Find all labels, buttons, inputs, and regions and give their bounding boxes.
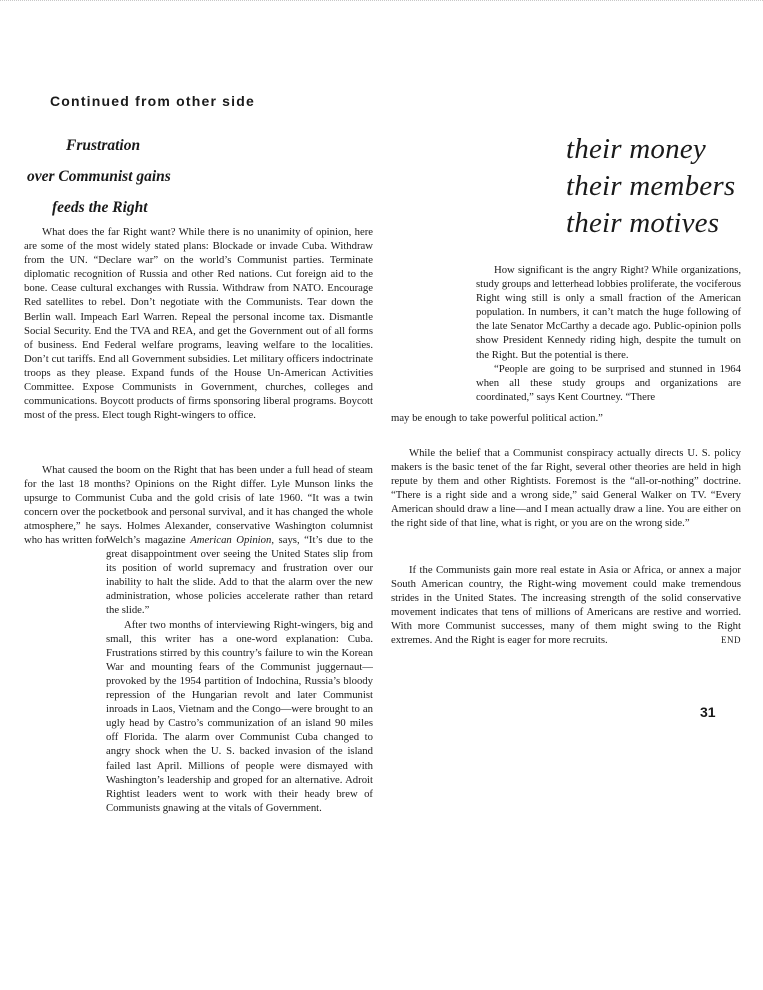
headline-line-2: their members [566,170,736,202]
right-column-significance [476,263,741,404]
body-paragraph: “People are going to be surprised and stunned in 1964 when all these study groups and organizations are coordinated,” says Kent Courtney. “There [476,362,741,403]
body-paragraph [391,563,741,648]
magazine-title: American Opinion [190,534,272,546]
left-column-narrow [106,533,373,815]
body-text: Welch’s magazine [106,534,191,546]
body-paragraph: What does the far Right want? While there is no unanimity of opinion, here are some of the most widely stated plans: Blockade or invade Cuba. Withdraw from the UN. “Declare war” on the world’s Communist parties. Terminate diplomatic recognition of Russia and other Red nations. Cut foreign aid to the bone. Cease cultural exchanges with Russia. Withdraw from NATO. Encourage Red satellites to rebel. Don’t negotiate with the Communists. Tear down the Berlin wall. Impeach Earl Warren. Repeal the personal income tax. Dismantle Social Security. End the TVA and REA, and get the Government out of all forms of business. End Federal welfare programs, leaving welfare to the localities. Don’t cut tariffs. End all Government subsidies. Let military officers indoctrinate troops as they please. Expand funds of the House Un-American Activities Committee. Expose Communists in Government, churches, colleges and communications. Boycott products of firms sponsoring liberal programs. Boycott most of the press. Elect tough Right-wingers to office. [24,226,373,422]
body-paragraph: While the belief that a Communist conspiracy actually directs U. S. policy makers is the basic tenet of the far Right, several other theories are held in high repute by them and other Rightists. Foremost is the “all-or-nothing” doctrine. “There is a right side and a wrong side,” said General Walker on TV. “Every American should draw a line—and I mean actually draw a line. You are either on the right side of that line, what is right, or you are on the wrong side.” [391,447,741,530]
headline-line-3: their motives [566,207,720,239]
body-text: , says, “It’s due to the great disappointment over seeing the United States slip from its position of world supremacy and frustration over our inability to halt the slide. Add to that the alarm over the new administration, whose policies accelerate rather than retard the slide.” [106,534,373,617]
left-column-intro [24,225,373,422]
continued-label: Continued from other side [50,93,255,109]
dek-line-1: Frustration [66,137,141,154]
end-mark: END [721,635,741,646]
right-column-doctrine [391,446,741,531]
body-text: If the Communists gain more real estate in Asia or Africa, or annex a major South American country, the Right-wing movement could make tremendous strides in the United States. The increasing strength of the solid conservative movement indicates that tens of millions of Americans are restive and worried. With more Communist successes, many of them might swing to the Right extremes. And the Right is eager for more recruits. [391,564,741,647]
body-paragraph: After two months of interviewing Right-wingers, big and small, this writer has a one-word explanation: Cuba. Frustrations stirred by this country’s failure to win the Korean War and mounting fears of the Communist juggernaut—provoked by the 1954 partition of Indochina, Russia’s bloody repression of the Hungarian revolt and later Communist inroads in Laos, Vietnam and the Congo—were brought to an ugly head by Castro’s communization of an island 90 miles off Florida. The alarm over Communist Cuba changed to angry shock when the U. S. backed invasion of the island failed last April. Millions of people were dismayed with Washington’s leadership and groped for an alternative. Adroit Rightist leaders went to work with their heady brew of Communists gnawing at the vitals of Government. [106,618,373,814]
body-paragraph: How significant is the angry Right? While organizations, study groups and letterhead lobbies proliferate, the vociferous Right wing still is only a small fraction of the American population. In numbers, it can’t match the huge following of the late Senator McCarthy a decade ago. Public-opinion polls show President Kennedy riding high, despite the tumult on the Right. But the potential is there. [476,264,741,361]
body-paragraph [106,533,373,618]
headline-line-1: their money [566,133,706,165]
page-number: 31 [700,704,716,720]
body-paragraph: What caused the boom on the Right that has been under a full head of steam for the last 18 months? Opinions on the Right differ. Lyle Munson links the upsurge to Communist Cuba and the gold crisis of late 1960. “It was a twin concern over the pocketbook and personal survival, and it has changed the whole atmosphere,” he says. Holmes Alexander, conservative Washington columnist who has written for [24,464,373,547]
dek-line-3: feeds the Right [52,199,148,216]
right-column-conclusion [391,563,741,648]
right-column-continuation: may be enough to take powerful political action.” [391,412,603,424]
dek-line-2: over Communist gains [27,168,171,185]
page-top-edge [0,0,763,9]
